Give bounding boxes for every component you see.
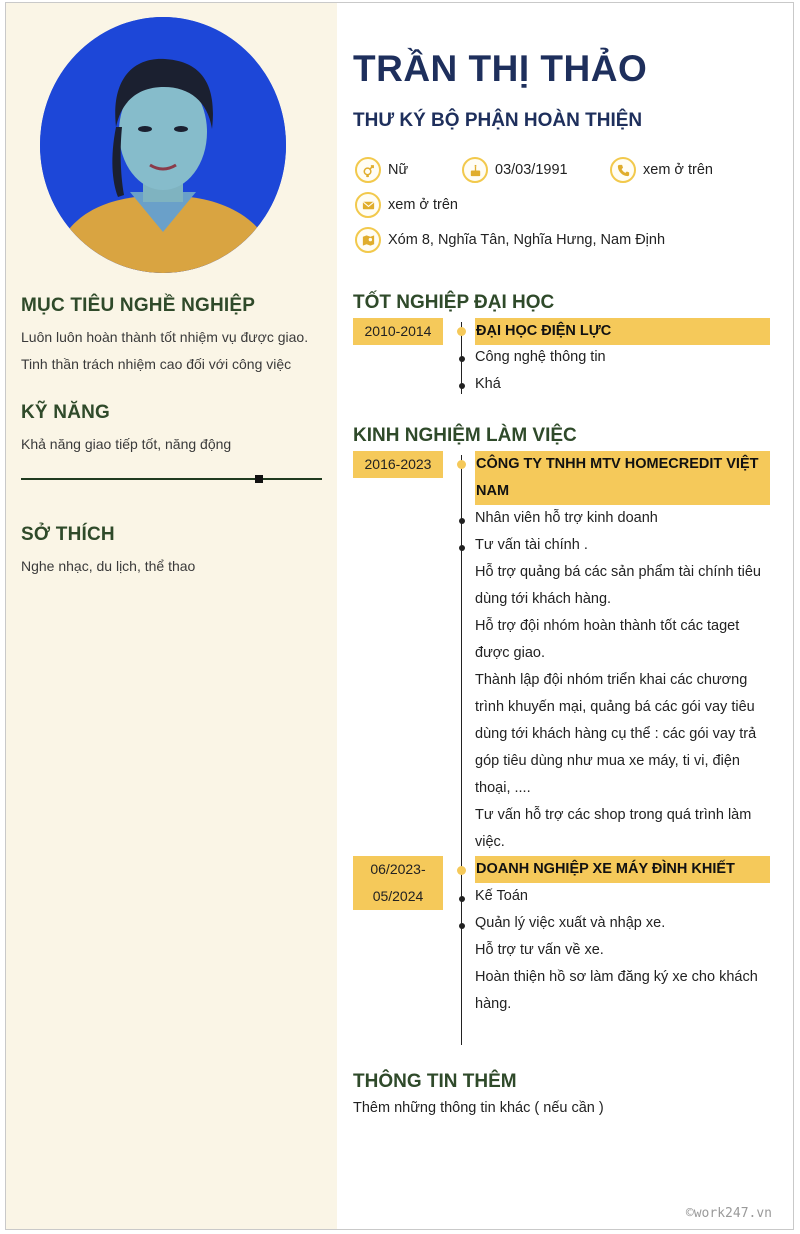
skills-text: Khả năng giao tiếp tốt, năng động — [21, 436, 232, 452]
job-detail: trình khuyến mại, quảng bá các gói vay tiêu — [475, 699, 755, 715]
timeline-dot — [457, 866, 466, 875]
map-location-icon — [355, 227, 381, 253]
job-date-start: 06/2023- — [370, 861, 426, 877]
timeline-bullet — [459, 923, 465, 929]
job-detail: Kế Toán — [475, 888, 528, 904]
job-title: THƯ KÝ BỘ PHẬN HOÀN THIỆN — [353, 110, 643, 131]
timeline-bullet — [459, 518, 465, 524]
watermark: ©work247.vn — [685, 1206, 772, 1221]
job-detail: Tư vấn hỗ trợ các shop trong quá trình làm — [475, 807, 752, 823]
job-detail: dùng tới khách hàng. — [475, 591, 612, 607]
education-grade: Khá — [475, 376, 501, 392]
timeline-bullet — [459, 383, 465, 389]
skill-level-bar — [21, 478, 322, 480]
job-detail: Hỗ trợ đội nhóm hoàn thành tốt các taget — [475, 618, 740, 634]
education-date: 2010-2014 — [353, 318, 443, 345]
timeline-dot — [457, 327, 466, 336]
job-detail: Nhân viên hỗ trợ kinh doanh — [475, 510, 658, 526]
job-detail: dùng tới khách hàng cụ thể : các gói vay trả — [475, 726, 757, 742]
gender-info — [355, 157, 408, 183]
gender-value: Nữ — [388, 162, 409, 178]
education-title: TỐT NGHIỆP ĐẠI HỌC — [353, 292, 555, 313]
dob-info — [462, 157, 568, 183]
timeline-bullet — [459, 545, 465, 551]
education-major: Công nghệ thông tin — [475, 349, 606, 365]
dob-value: 03/03/1991 — [495, 162, 568, 178]
job-date — [353, 856, 443, 910]
job-company — [475, 451, 770, 505]
phone-value: xem ở trên — [643, 162, 713, 178]
company-name-line: CÔNG TY TNHH MTV HOMECREDIT VIỆT — [476, 456, 759, 472]
job-detail: Hoàn thiện hồ sơ làm đăng ký xe cho khách — [475, 969, 758, 985]
job-detail: Hỗ trợ tư vấn về xe. — [475, 942, 604, 958]
objective-title: MỤC TIÊU NGHỀ NGHIỆP — [21, 295, 256, 316]
candidate-name: TRẦN THỊ THẢO — [353, 48, 648, 89]
timeline-dot — [457, 460, 466, 469]
job-date-end: 05/2024 — [372, 888, 424, 904]
phone-info — [610, 157, 713, 183]
extra-info-title: THÔNG TIN THÊM — [353, 1071, 517, 1092]
experience-title: KINH NGHIỆM LÀM VIỆC — [353, 425, 577, 446]
job-detail: Quản lý việc xuất và nhập xe. — [475, 915, 666, 931]
address-value: Xóm 8, Nghĩa Tân, Nghĩa Hưng, Nam Định — [388, 232, 666, 248]
objective-line: Luôn luôn hoàn thành tốt nhiệm vụ được giao. — [21, 329, 309, 345]
address-info — [355, 227, 665, 253]
objective-line: Tinh thần trách nhiệm cao đối với công việc — [21, 356, 292, 372]
job-date: 2016-2023 — [353, 451, 443, 478]
phone-icon — [610, 157, 636, 183]
job-detail: Hỗ trợ quảng bá các sản phẩm tài chính tiêu — [475, 564, 761, 580]
email-icon — [355, 192, 381, 218]
job-detail: góp tiêu dùng như mua xe máy, ti vi, điện — [475, 753, 740, 769]
timeline-bullet — [459, 356, 465, 362]
job-detail: hàng. — [475, 996, 512, 1012]
email-info — [355, 192, 458, 218]
education-school: ĐẠI HỌC ĐIỆN LỰC — [475, 318, 770, 345]
timeline-line — [461, 455, 462, 1045]
skill-level-marker — [255, 475, 263, 483]
job-detail: Tư vấn tài chính . — [475, 537, 588, 553]
company-name-line: NAM — [476, 483, 510, 499]
skills-title: KỸ NĂNG — [21, 402, 111, 423]
job-company: DOANH NGHIỆP XE MÁY ĐÌNH KHIẾT — [475, 856, 770, 883]
job-detail: việc. — [475, 834, 505, 850]
extra-info-text: Thêm những thông tin khác ( nếu cần ) — [353, 1100, 604, 1116]
email-value: xem ở trên — [388, 197, 458, 213]
profile-photo — [40, 17, 286, 273]
portrait-image — [40, 17, 286, 273]
hobbies-text: Nghe nhạc, du lịch, thể thao — [21, 558, 196, 574]
job-detail: được giao. — [475, 645, 546, 661]
birthday-cake-icon — [462, 157, 488, 183]
gender-icon — [355, 157, 381, 183]
job-detail: Thành lập đội nhóm triển khai các chương — [475, 672, 748, 688]
hobbies-title: SỞ THÍCH — [21, 524, 115, 545]
timeline-bullet — [459, 896, 465, 902]
job-detail: thoại, .... — [475, 780, 531, 796]
